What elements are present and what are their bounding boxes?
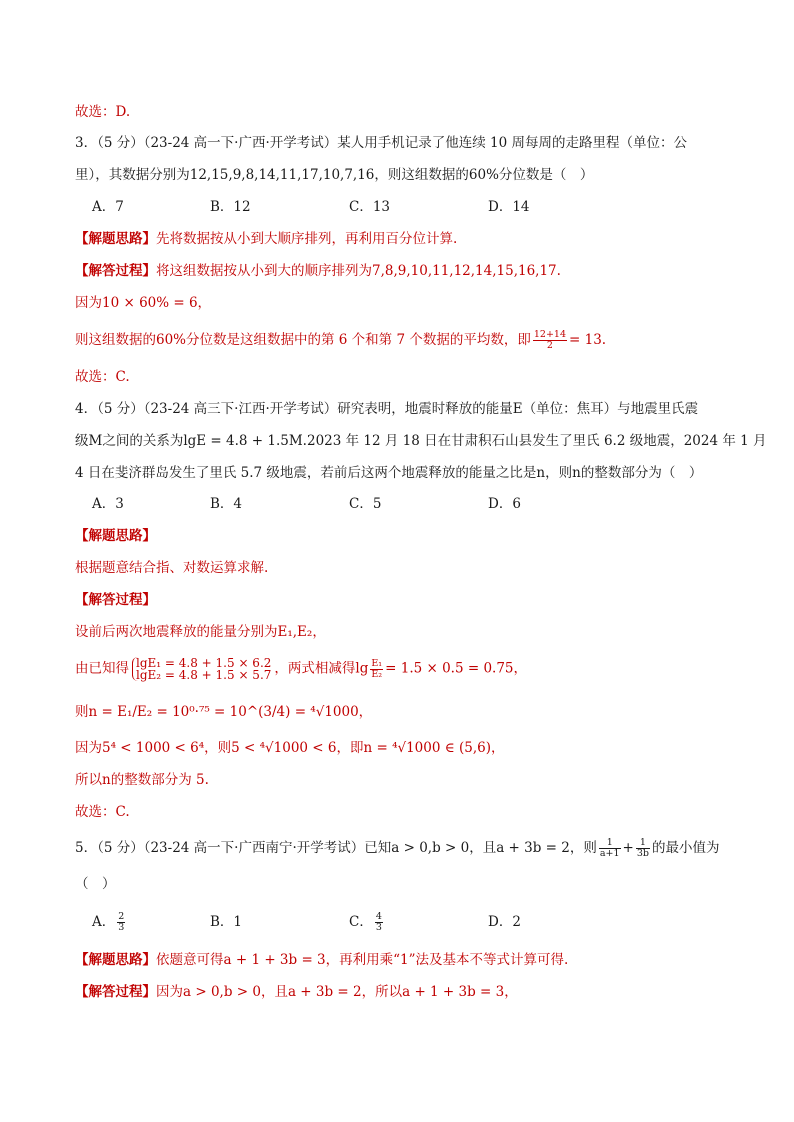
q3-stem-line1: 3．（5 分）（23-24 高一下·广西·开学考试）某人用手机记录了他连续 10 周每周的走路里程（单位：公: [75, 135, 688, 151]
q4-idea-text: 根据题意结合指、对数运算求解.: [75, 560, 269, 576]
q5-f2-den: 3b: [636, 848, 649, 859]
q3-process-text: 将这组数据按从小到大的顺序排列为7,8,9,10,11,12,14,15,16,17.: [156, 263, 561, 279]
q3-average-fraction: [533, 330, 567, 351]
q4-system-eq1: lgE₁ = 4.8 + 1.5 × 6.2: [136, 656, 272, 670]
q3-process: [75, 261, 561, 281]
q4-system-eq2: lgE₂ = 4.8 + 1.5 × 5.7: [136, 668, 272, 682]
q4-answer: 故选：C.: [75, 804, 130, 820]
q5-option-a-num: 2: [118, 911, 125, 922]
q5-plus: +: [622, 840, 634, 856]
q4-option-c: C．5: [349, 496, 382, 512]
q4-equation-system: [132, 657, 271, 681]
q4-process-label: 【解答过程】: [75, 592, 156, 608]
q5-option-c: [349, 912, 385, 933]
q5-option-c-fraction: [375, 912, 383, 933]
q4-ratio-num: E₁: [371, 657, 383, 669]
q5-f1-num: 1: [599, 838, 621, 849]
q4-step2-pre: 由已知得: [75, 660, 129, 677]
q4-stem-line2: 级M之间的关系为lgE = 4.8 + 1.5M.2023 年 12 月 18 日在甘肃积石山县发生了里氏 6.2 级地震，2024 年 1 月: [75, 433, 767, 449]
q5-option-b: B．1: [210, 914, 243, 930]
q5-option-a-den: 3: [118, 922, 125, 933]
q5-idea-text: 依题意可得a + 1 + 3b = 3，再利用乘“1”法及基本不等式计算可得.: [156, 952, 569, 968]
q3-option-a: A．7: [92, 199, 124, 215]
q3-step2-post: = 13.: [569, 332, 607, 348]
q5-f2-num: 1: [636, 838, 650, 849]
q5-idea-label: 【解题思路】: [75, 952, 156, 968]
q4-step3: 则n = E₁/E₂ = 10⁰·⁷⁵ = 10^(3/4) = ⁴√1000，: [75, 704, 373, 720]
q5-option-a-label: A．: [92, 914, 116, 930]
q4-stem-line1: 4．（5 分）（23-24 高三下·江西·开学考试）研究表明，地震时释放的能量E（单位：焦耳）与地震里氏震: [75, 401, 699, 417]
q4-ratio-fraction: [370, 659, 383, 680]
q5-stem-line1: [75, 838, 720, 859]
q3-step1: 因为10 × 60% = 6，: [75, 295, 212, 311]
q5-fraction-2: [636, 838, 650, 859]
q4-option-b: B．4: [210, 496, 243, 512]
q5-option-d: D．2: [488, 914, 521, 930]
q3-step2-pre: 则这组数据的60%分位数是这组数据中的第 6 个和第 7 个数据的平均数，即: [75, 332, 531, 348]
q4-step2-mid: ，两式相减得lg: [274, 660, 369, 677]
q5-process-label: 【解答过程】: [75, 984, 156, 1000]
q3-idea-label: 【解题思路】: [75, 231, 156, 247]
q3-stem-line2: 里），其数据分别为12,15,9,8,14,11,17,10,7,16，则这组数据的60%分位数是（ ）: [75, 167, 594, 183]
q3-option-d: D．14: [488, 199, 530, 215]
q5-idea: [75, 950, 568, 970]
q4-step2: [75, 657, 527, 681]
q4-step1: 设前后两次地震释放的能量分别为E₁,E₂，: [75, 624, 326, 640]
q5-option-c-label: C．: [349, 914, 373, 930]
q5-stem-post: 的最小值为: [652, 840, 720, 856]
q3-step2: [75, 330, 606, 351]
q4-idea-label: 【解题思路】: [75, 528, 156, 544]
q4-step5: 所以n的整数部分为 5.: [75, 772, 209, 788]
q4-option-d: D．6: [488, 496, 521, 512]
q3-process-label: 【解答过程】: [75, 263, 156, 279]
q5-option-a: [92, 912, 127, 933]
q5-process-text: 因为a > 0,b > 0，且a + 3b = 2，所以a + 1 + 3b = 3，: [156, 984, 518, 1000]
q5-f1-den: a+1: [599, 848, 620, 859]
q4-stem-line3: 4 日在斐济群岛发生了里氏 5.7 级地震，若前后这两个地震释放的能量之比是n，则n的整数部分为（ ）: [75, 465, 703, 481]
q4-option-a: A．3: [92, 496, 124, 512]
q3-idea-text: 先将数据按从小到大顺序排列，再利用百分位计算.: [156, 231, 458, 247]
q5-fraction-1: [599, 838, 621, 859]
q4-step2-post: = 1.5 × 0.5 = 0.75，: [385, 660, 528, 677]
q3-fraction-num: 12+14: [533, 329, 566, 340]
q5-option-a-fraction: [117, 912, 125, 933]
q3-option-c: C．13: [349, 199, 391, 215]
q5-option-c-num: 4: [375, 911, 382, 922]
q5-option-c-den: 3: [375, 922, 382, 933]
q3-idea: [75, 229, 457, 249]
q4-ratio-den: E₂: [371, 668, 383, 680]
q4-step4: 因为5⁴ < 1000 < 6⁴，则5 < ⁴√1000 < 6，即n = ⁴√1000 ∈ (5,6)，: [75, 740, 505, 756]
q3-option-b: B．12: [210, 199, 251, 215]
q5-process: [75, 982, 518, 1002]
q5-stem-line2: （ ）: [75, 876, 116, 892]
q3-answer: 故选：C.: [75, 369, 130, 385]
q3-fraction-den: 2: [546, 340, 553, 351]
q2-answer: 故选：D.: [75, 104, 131, 120]
q5-stem-pre: 5．（5 分）（23-24 高一下·广西南宁·开学考试）已知a > 0,b > 0，且a + 3b = 2，则: [75, 840, 597, 856]
